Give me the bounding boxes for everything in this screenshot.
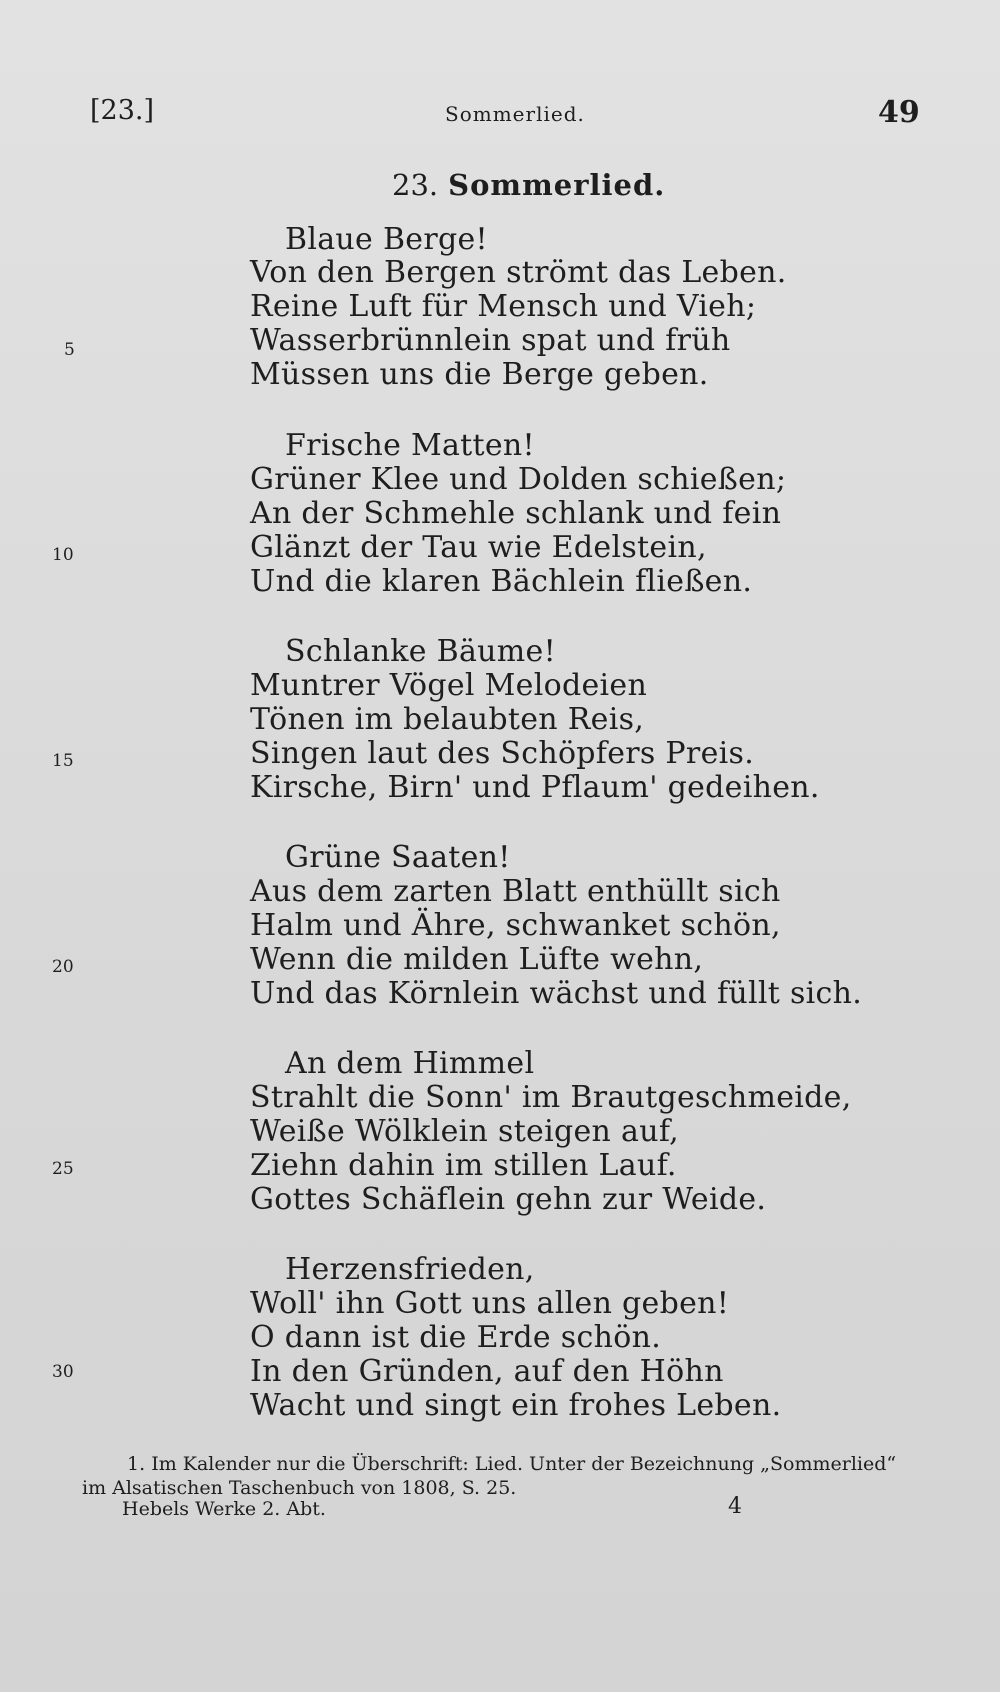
poem-line: Herzensfrieden,: [285, 1252, 535, 1287]
line-number: 30: [52, 1362, 74, 1382]
poem-line: Wacht und singt ein frohes Leben.: [250, 1388, 782, 1423]
poem-line: Müssen uns die Berge geben.: [250, 357, 709, 392]
bracket-number: [23.]: [90, 95, 155, 126]
poem-heading: [392, 168, 665, 202]
poem-line: Kirsche, Birn' und Pflaum' gedeihen.: [250, 770, 820, 805]
poem-line: Wenn die milden Lüfte wehn,: [250, 942, 704, 977]
line-number: 20: [52, 957, 74, 977]
signature-mark: Hebels Werke 2. Abt.: [122, 1498, 326, 1520]
poem-number: 23.: [392, 168, 439, 202]
poem-line: Blaue Berge!: [285, 222, 488, 257]
poem-line: An der Schmehle schlank und fein: [250, 496, 782, 531]
poem-line: Muntrer Vögel Melodeien: [250, 668, 648, 703]
footnote-text: Im Kalender nur die Überschrift: Lied. Unter der Bezeichnung „Sommerlied“ im Alsatischen Taschenbuch von 1808, S. 25.: [82, 1453, 897, 1499]
poem-line: Woll' ihn Gott uns allen geben!: [250, 1286, 730, 1321]
poem-line: Aus dem zarten Blatt enthüllt sich: [250, 874, 781, 909]
signature-number: 4: [728, 1494, 742, 1519]
poem-title: Sommerlied.: [448, 168, 666, 202]
running-title: Sommerlied.: [445, 102, 585, 126]
poem-line: Wasserbrünnlein spat und früh: [250, 323, 731, 358]
poem-line: Tönen im belaubten Reis,: [250, 702, 645, 737]
poem-line: Strahlt die Sonn' im Brautgeschmeide,: [250, 1080, 852, 1115]
poem-line: Frische Matten!: [285, 428, 535, 463]
poem-line: Und die klaren Bächlein fließen.: [250, 564, 753, 599]
line-number: 10: [52, 545, 74, 565]
footnote-number: 1.: [127, 1453, 146, 1475]
line-number: 5: [64, 340, 75, 360]
poem-line: Gottes Schäflein gehn zur Weide.: [250, 1182, 767, 1217]
poem-line: Schlanke Bäume!: [285, 634, 556, 669]
poem-line: An dem Himmel: [285, 1046, 535, 1081]
poem-line: Reine Luft für Mensch und Vieh;: [250, 289, 757, 324]
poem-line: Und das Körnlein wächst und füllt sich.: [250, 976, 863, 1011]
poem-line: Grüner Klee und Dolden schießen;: [250, 462, 787, 497]
poem-line: Glänzt der Tau wie Edelstein,: [250, 530, 707, 565]
poem-line: Singen laut des Schöpfers Preis.: [250, 736, 755, 771]
footnote: [82, 1452, 912, 1500]
poem-line: Halm und Ähre, schwanket schön,: [250, 908, 781, 943]
line-number: 15: [52, 751, 74, 771]
poem-line: Ziehn dahin im stillen Lauf.: [250, 1148, 677, 1183]
poem-line: In den Gründen, auf den Höhn: [250, 1354, 724, 1389]
poem-line: Grüne Saaten!: [285, 840, 511, 875]
page-number: 49: [878, 95, 920, 130]
poem-line: Weiße Wölklein steigen auf,: [250, 1114, 679, 1149]
line-number: 25: [52, 1159, 74, 1179]
poem-line: O dann ist die Erde schön.: [250, 1320, 662, 1355]
poem-line: Von den Bergen strömt das Leben.: [250, 255, 787, 290]
